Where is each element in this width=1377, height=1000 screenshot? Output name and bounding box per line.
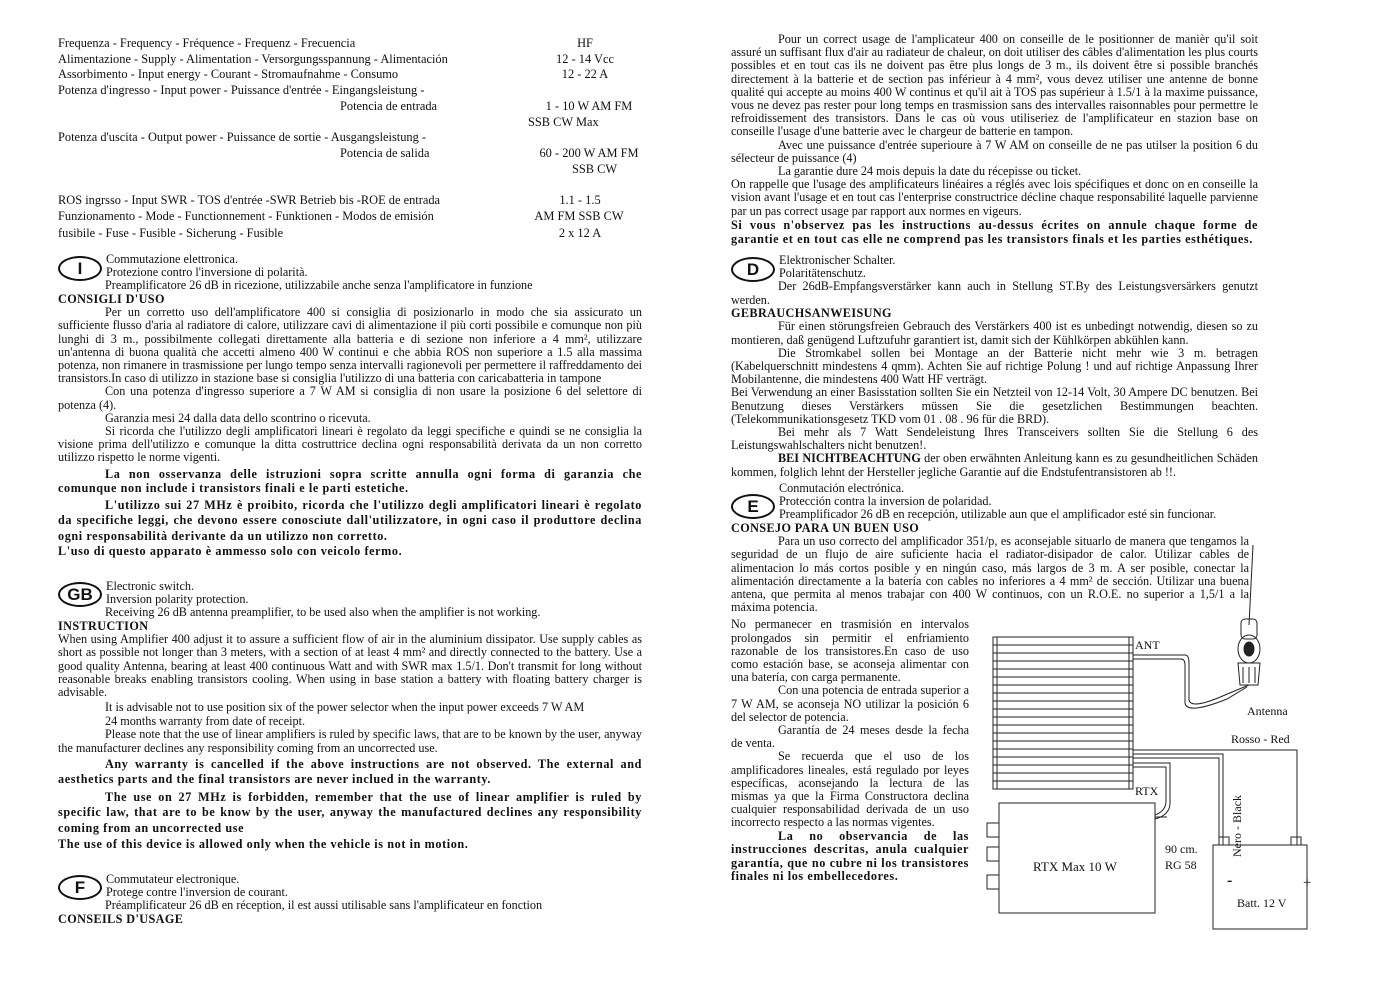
bold-paragraph: La non osservanza delle istruzioni sopra scritte annulla ogni forma di garanzia che comunque non include i transistors finali e le parti estetiche. — [58, 466, 642, 496]
feature-line: Protezione contro l'inversione di polarità. — [106, 265, 308, 280]
spec-value-sub: SSB CW Max — [528, 115, 599, 129]
label-antenna: Antenna — [1247, 704, 1288, 718]
spec-value: 12 - 14 Vcc — [556, 52, 614, 66]
flag-badge-france: F — [58, 875, 102, 900]
paragraph: Avec une puissance d'entrée superioure à 7 W AM on conseille de ne pas utilser la position 6 du sélecteur de puissance (4) — [731, 137, 1258, 165]
paragraph: Pour un correct usage de l'amplicateur 400 on conseille de le positionner de manièr qu'il soit assuré un suffisant flux d'air au radiateur de chaleur, on doit utiliser des câbles d'alimentation les plus courts possibles et en tout cas ils ne doivent pas être plus longs de 3 m., ils doivent être si possible branchés directement à la batterie et de section pas inférieur à 4 mm², vous devez utiliser une antenne de bonne qualité qui accepte au moins 400 W continus et qu'il ait à TOS pas supérieur à 1.5/1 à la maxime puissance, vous ne devez pas rester pour long temps en trasmission sans des intervalles raisonnables pour permettre le refroidissement des transistors. Dans le cas où vous utiliseriez de l'amplificateur en stazion base on conseille l'usage d'une batterie avec le chargeur de batterie en tampon. — [731, 32, 1258, 139]
spec-value-sub: SSB CW — [572, 162, 618, 176]
spec-value: 12 - 22 A — [561, 67, 609, 81]
spec-label: Frequenza - Frequency - Fréquence - Frequenz - Frecuencia — [58, 36, 356, 50]
paragraph: On rappelle que l'usage des amplificateurs linéaires a réglés avec lois spécifiques et donc on en conseille la vision avant l'usage et en tout cas l'enterprise constructrice décline chaque responsabilité laquelle parvienne par un pas correct usage par rapport aux normes en vigeurs. — [731, 177, 1258, 218]
section-heading: INSTRUCTION — [58, 618, 149, 633]
antenna-whip — [1249, 545, 1253, 625]
label-rtx-box: RTX Max 10 W — [1033, 859, 1117, 874]
spec-value: 1 - 10 W AM FM — [545, 99, 633, 113]
section-italian — [58, 253, 642, 559]
section-french — [58, 873, 642, 926]
spec-value: HF — [577, 36, 593, 50]
paragraph: Per un corretto uso dell'amplificatore 400 si consiglia di posizionarlo in modo che sia assicurato un sufficiente flusso d'aria al radiatore di calore, utilizzare cavi di alimentazione il più corti possibile e comunque non più lunghi di 3 m., possibilmente collegati direttamente alla batteria e di sezione non inferiore a 4 mm², utilizzare un'antenna di buona qualità che accetti almeno 400 W continui e che abbia ROS non superiore a 1.5 alla massima potenza, non rimanere in trasmissione per lungo tempo senza intervalli ragionevoli per permettere il raffreddamento dei transistors.In caso di utilizzo in stazione base si consiglia l'utilizzo di una batteria con caricabatteria in tampone — [58, 305, 642, 386]
rtx-radio — [987, 803, 1167, 913]
paragraph: When using Amplifier 400 adjust it to assure a sufficient flow of air in the aluminium dissipator. Use supply cables as short as possible not longer than 3 meters, with a section of at least 4 mm² and directly connected to the battery. Use a good quality Antenna, bearing at least 400 continuous Watt and with SWR max 1.5/1. Don't transmit for long without reasonable breaks enabling transistors cooling. When using in base station a battery with floating battery charger is advisable. — [58, 632, 642, 700]
spec-label: Assorbimento - Input energy - Courant - Stromaufnahme - Consumo — [58, 67, 399, 81]
narrow-column — [731, 618, 969, 884]
paragraph: Garantía de 24 meses desde la fecha de venta. — [731, 723, 969, 751]
paragraph: Garanzia mesi 24 dalla data dello scontrino o ricevuta. — [105, 410, 371, 425]
spec-row — [58, 52, 642, 67]
paragraph: Con una potencia de entrada superior a 7 W AM, se aconseja NO utilizar la posición 6 del selector de potencia. — [731, 683, 969, 724]
paragraph: Bei mehr als 7 Watt Sendeleistung Ihres Transceivers sollten Sie die Stellung 6 des Leistungswahlschalters nicht benutzen!. — [731, 425, 1258, 453]
feature-line: Electronic switch. — [106, 579, 194, 593]
paragraph: Se recuerda que el uso de los amplificadores lineales, está regulado por leyes específicas, aconsejando la lectura de las mismas ya que la Firma Constructora declina cualquier responsabilidad derivada de un uso incorrecto respecto a las normas vigentes. — [731, 749, 969, 830]
spec-label-sub: Potencia de salida — [340, 146, 430, 160]
spec-row — [58, 226, 642, 241]
paragraph: La garantie dure 24 mois depuis la date du récepisse ou ticket. — [778, 164, 1082, 179]
spec-label: Funzionamento - Mode - Functionnement - Funktionen - Modos de emisión — [58, 209, 434, 223]
bold-paragraph: The use on 27 MHz is forbidden, remember that the use of linear amplifier is ruled by specific law, that are to be know by the user, anyway the manufactured declines any responsibility coming from an uncorrected use — [58, 789, 642, 835]
flag-badge-germany: D — [731, 257, 775, 282]
section-french-continued — [731, 33, 1258, 246]
section-heading: CONSEJO PARA UN BUEN USO — [731, 520, 920, 535]
spec-row — [58, 83, 642, 129]
feature-line: Receiving 26 dB antenna preamplifier, to be used also when the amplifier is not working. — [105, 605, 541, 620]
label-red-wire: Rosso - Red — [1231, 732, 1290, 746]
spec-value: AM FM SSB CW — [534, 209, 624, 223]
warning-lead: BEI NICHTBEACHTUNG — [778, 451, 921, 466]
spec-row — [58, 193, 642, 208]
paragraph: No permanecer en trasmisión en intervalos prolongados sin permitir el enfriamiento razonable de los transistores.En caso de uso como estación base, se aconseja alimentar con una batería, con carga permanente. — [731, 617, 969, 685]
spec-value: 1.1 - 1.5 — [559, 193, 601, 207]
spec-row — [58, 130, 642, 176]
bold-paragraph: La no observancia de las instrucciones descritas, anula cualquier garantía, que no cubre ni los transistores finales ni los embellecedores. — [731, 828, 969, 884]
spec-row — [58, 36, 642, 51]
wiring-diagram — [975, 545, 1315, 945]
paragraph: 24 months warranty from date of receipt. — [105, 714, 306, 729]
paragraph: Bei Verwendung an einer Basisstation sollten Sie ein Netzteil von 12-14 Volt, 30 Ampere DC benutzen. Bei Benutzung dieses Verstärkers müssen Sie die gesetzlichen Bestimmungen beachten. (Telekommunikationsgesetz TKD vom 01 . 08 . 96 für die BRD). — [731, 385, 1258, 426]
feature-line: Protege contre l'inversion de courant. — [106, 885, 288, 900]
section-german — [731, 254, 1258, 479]
feature-line: Der 26dB-Empfangsverstärker kann auch in Stellung ST.By des Leistungsversärkers genutzt werden. — [731, 279, 1258, 307]
flag-badge-spain: E — [731, 494, 775, 519]
label-battery: Batt. 12 V — [1237, 896, 1287, 910]
label-cable-type: RG 58 — [1165, 858, 1197, 872]
spec-value: 60 - 200 W AM FM — [539, 146, 639, 160]
feature-line: Inversion polarity protection. — [106, 592, 249, 607]
feature-line: Polaritätenschutz. — [779, 266, 866, 281]
spec-label: ROS ingrsso - Input SWR - TOS d'entrée -SWR Betrieb bis -ROE de entrada — [58, 193, 441, 207]
spec-label: Potenza d'uscita - Output power - Puissance de sortie - Ausgangsleistung - — [58, 130, 427, 144]
paragraph: Para un uso correcto del amplificador 351/p, es aconsejable situarlo de manera que tengamos la seguridad de un flujo de aire suficiente hacia el radiator-disipador de calor. Utilizar cables de alimentacion lo más cortos posible y en ningún caso, más largos de 3 m. A ser posible, conectar la alimentación directamente a la batería con cables no inferiores a 4 mm² de sección. Utilizar una buena antena, que permita al menos trabajar con 400 W continuos, con un R.O.E. no superior a 1,5/1 a la máxima potencia. — [731, 534, 1249, 615]
bold-paragraph: Any warranty is cancelled if the above instructions are not observed. The external and aesthetics parts and the final transistors are never inclued in the warranty. — [58, 756, 642, 787]
bold-paragraph: The use of this device is allowed only when the vehicle is not in motion. — [58, 837, 469, 852]
label-battery-plus: + — [1303, 875, 1312, 891]
amplifier-heatsink — [993, 637, 1133, 789]
section-heading: CONSIGLI D'USO — [58, 291, 165, 306]
label-ant: ANT — [1135, 638, 1160, 652]
spec-label: Alimentazione - Supply - Alimentation - Versorgungsspannung - Alimentación — [58, 52, 448, 66]
bold-paragraph: Si vous n'observez pas les instructions au-dessus écrites on annule chaque forme de garantie et en tout cas elle ne comprend pas les transistors finals et les parties esthétiques. — [731, 217, 1258, 246]
feature-line: Préamplificateur 26 dB en réception, il est aussi utilisable sans l'amplificateur en fonction — [105, 898, 543, 913]
antenna-icon — [1238, 619, 1260, 685]
feature-line: Conmutación electrónica. — [779, 481, 905, 495]
section-heading: GEBRAUCHSANWEISUNG — [731, 305, 892, 320]
feature-line: Protección contra la inversion de polaridad. — [779, 494, 992, 509]
paragraph: Si ricorda che l'utilizzo degli amplificatori lineari è regolato da leggi specifiche e quindi se ne consiglia la visione prima dell'utilizzo e comunque la ditta costruttrice declina ogni responsabilità derivata da un non corretto utilizzo rispetto le norme vigenti. — [58, 424, 642, 465]
feature-line: Commutazione elettronica. — [106, 252, 238, 266]
paragraph: Please note that the use of linear amplifiers is ruled by specific laws, that are to be known by the user, anyway the manufacturer declines any responsibility coming from an uncorrected use. — [58, 727, 642, 755]
bold-paragraph: L'uso di questo apparato è ammesso solo con veicolo fermo. — [58, 544, 403, 559]
section-heading: CONSEILS D'USAGE — [58, 911, 184, 926]
feature-line: Preamplificatore 26 dB in ricezione, utilizzabile anche senza l'amplificatore in funzione — [105, 278, 533, 293]
feature-line: Elektronischer Schalter. — [779, 253, 896, 267]
label-battery-minus: - — [1227, 872, 1233, 889]
spec-label: fusibile - Fuse - Fusible - Sicherung - Fusible — [58, 226, 284, 240]
spec-label-sub: Potencia de entrada — [340, 99, 438, 113]
flag-badge-uk: GB — [58, 582, 102, 607]
paragraph — [731, 452, 1258, 478]
paragraph: It is advisable not to use position six of the power selector when the input power exceeds 7 W AM — [105, 700, 585, 715]
feature-line: Commutateur electronique. — [106, 872, 240, 886]
label-black-wire: Nero - Black — [1230, 795, 1244, 857]
paragraph: Con una potenza d'ingresso superiore a 7 W AM si consiglia di non usare la posizione 6 del selettore di potenza (4). — [58, 384, 642, 412]
spec-label: Potenza d'ingresso - Input power - Puissance d'entrée - Eingangsleistung - — [58, 83, 425, 97]
spec-value: 2 x 12 A — [558, 226, 602, 240]
paragraph: Die Stromkabel sollen bei Montage an der Batterie nicht mehr wie 3 m. betragen (Kabelquerschnitt mindestens 4 qmm). Achten Sie auf richtige Polung ! und auf richtige Anpassung Ihrer Mobilantenne, die mindestens 400 Watt HF verträgt. — [731, 345, 1258, 387]
paragraph: Für einen störungsfreien Gebrauch des Verstärkers 400 ist es unbedingt notwendig, diesen so zu montieren, daß genügend Luftzufuhr garantiert ist, damit sich der Kühlkörpen abkühlen kann. — [731, 319, 1258, 347]
flag-badge-italy: I — [58, 256, 102, 281]
section-english — [58, 580, 642, 852]
spec-row — [58, 67, 642, 82]
label-cable-length: 90 cm. — [1165, 842, 1198, 856]
feature-line: Preamplificador 26 dB en recepción, utilizable aun que el amplificador esté sin funcionar. — [779, 507, 1217, 522]
warning-text: der oben erwähnten Anleitung kann es zu gesundheitlichen Schäden kommen, folglich lehnt der Hersteller jegliche Garantie auf die Endstufentransistoren ab !!. — [731, 451, 1258, 479]
spec-row — [58, 209, 642, 224]
label-rtx: RTX — [1135, 784, 1159, 798]
bold-paragraph: L'utilizzo sui 27 MHz è proibito, ricorda che l'utilizzo degli amplificatori lineari è regolato da specifiche leggi, che devono essere conosciute dall'utilizzatore, in ogni caso il produttore declina ogni responsabilità derivante da un utilizzo non corretto. — [58, 497, 642, 543]
left-page — [58, 0, 642, 1000]
